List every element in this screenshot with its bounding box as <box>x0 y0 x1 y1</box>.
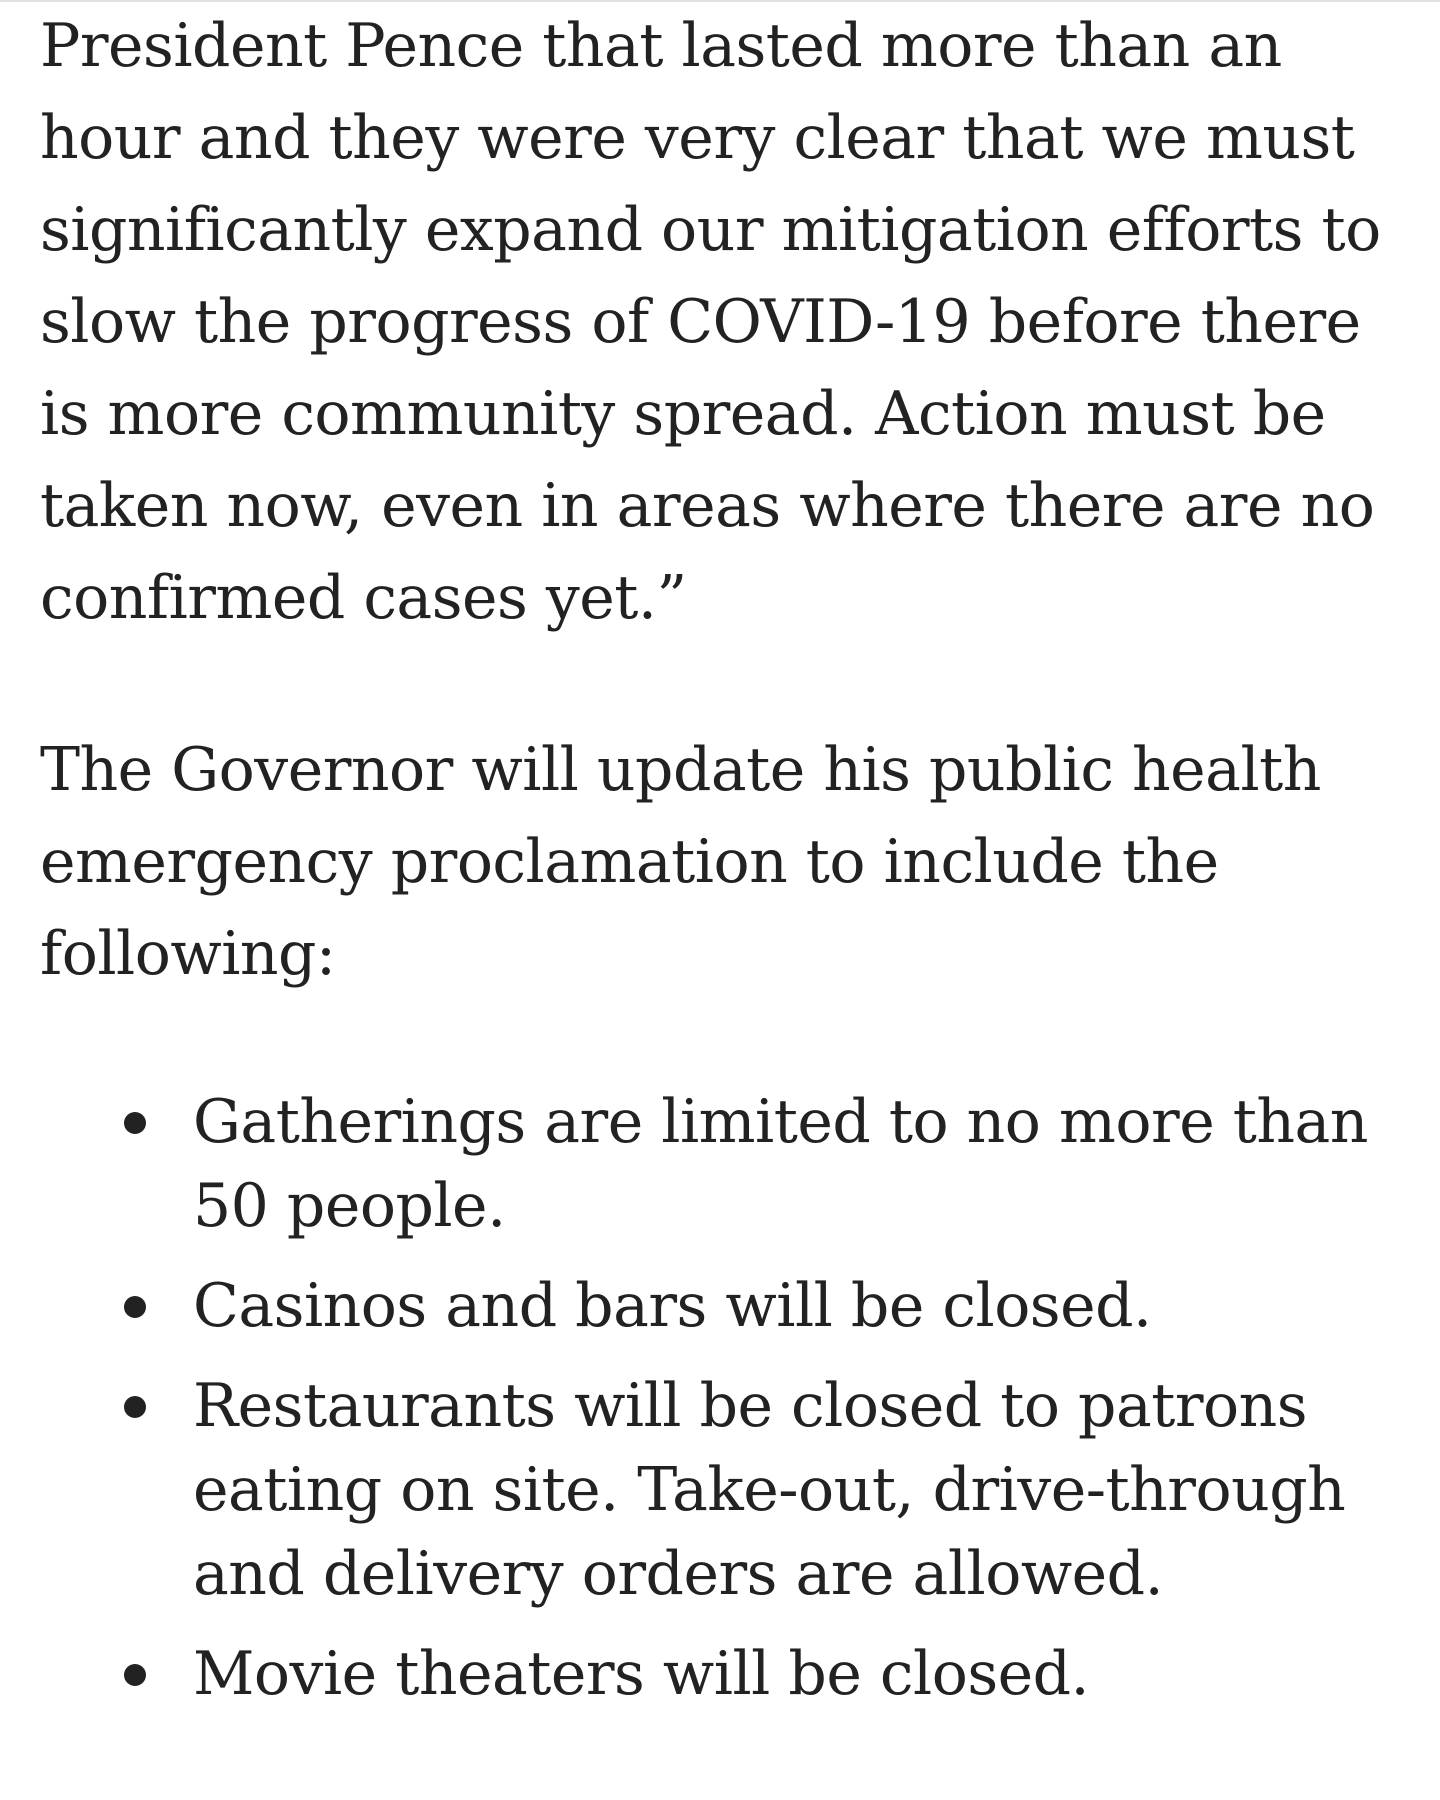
list-item-text: Gatherings are limited to no more than 50 people. <box>193 1087 1368 1241</box>
article-body <box>40 0 1420 1732</box>
list-item <box>40 1264 1420 1348</box>
bullet-icon <box>124 1396 146 1418</box>
list-item <box>40 1632 1420 1716</box>
measures-list <box>40 1080 1420 1716</box>
bullet-icon <box>124 1296 146 1318</box>
bullet-icon <box>124 1664 146 1686</box>
paragraph-quote: President Pence that lasted more than an hour and they were very clear that we must significantly expand our mitigation efforts to slow the progress of COVID-19 before there is more community spread. Action must be taken now, even in areas where there are no confirmed cases yet.” <box>40 11 1381 633</box>
list-item-text: Movie theaters will be closed. <box>193 1639 1090 1709</box>
list-item-text: Restaurants will be closed to patrons eating on site. Take-out, drive-through and delivery orders are allowed. <box>193 1371 1346 1609</box>
list-item <box>40 1080 1420 1248</box>
list-item <box>40 1364 1420 1616</box>
list-item-text: Casinos and bars will be closed. <box>193 1271 1152 1341</box>
bullet-icon <box>124 1112 146 1134</box>
paragraph-proclamation: The Governor will update his public health emergency proclamation to include the following: <box>40 735 1321 989</box>
